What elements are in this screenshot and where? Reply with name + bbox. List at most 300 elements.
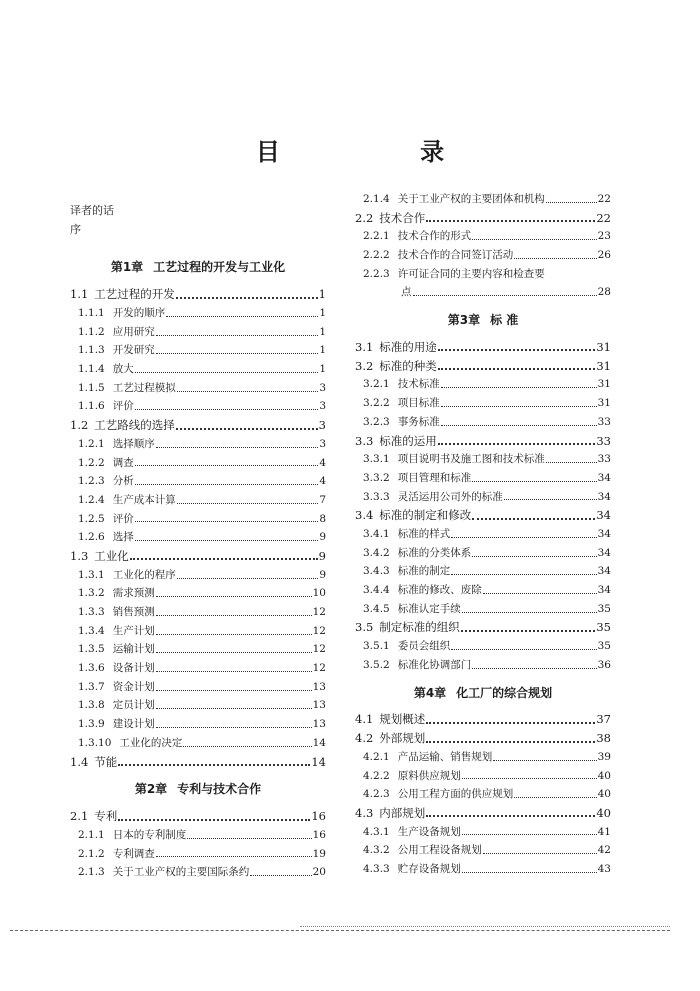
- entry-number: 1.3.4: [78, 624, 105, 637]
- entry-page: 34: [597, 527, 611, 540]
- entry-title: 外部规划: [379, 731, 426, 746]
- toc-subsection[interactable]: [70, 510, 326, 529]
- entry-number: 1.2.6: [78, 531, 105, 544]
- dot-leader: [472, 668, 596, 669]
- dot-leader: [451, 649, 596, 650]
- entry-page: 1: [319, 363, 326, 376]
- entry-page: 35: [597, 602, 611, 615]
- entry-page: 34: [597, 584, 611, 597]
- entry-page: 9: [318, 548, 326, 563]
- toc-subsection[interactable]: [70, 304, 326, 323]
- entry-page: 34: [597, 471, 611, 484]
- dot-leader: [156, 652, 312, 653]
- entry-title: 公用工程方面的供应规划: [397, 788, 514, 801]
- scan-edge-dots: [300, 926, 670, 927]
- toc-subsection[interactable]: [355, 265, 611, 284]
- toc-subsection[interactable]: [355, 525, 611, 544]
- entry-title: 应用研究: [112, 325, 155, 338]
- entry-page: 13: [312, 680, 326, 693]
- entry-number: 3.4.5: [363, 602, 390, 615]
- entry-title: 贮存设备规划: [397, 862, 461, 875]
- toc-subsection[interactable]: [70, 715, 326, 734]
- entry-number: 1.1.6: [78, 400, 105, 413]
- entry-number: 2.1.4: [363, 192, 390, 205]
- entry-title: 内部规划: [379, 805, 426, 820]
- dot-leader: [135, 484, 319, 485]
- entry-page: 23: [597, 230, 611, 243]
- toc-section[interactable]: [355, 506, 611, 525]
- toc-section[interactable]: [355, 338, 611, 357]
- entry-number: 3.5: [355, 620, 374, 635]
- entry-page: 1: [319, 307, 326, 320]
- toc-subsection[interactable]: [355, 581, 611, 600]
- dot-leader: [156, 335, 319, 336]
- entry-number: 1.2.4: [78, 493, 105, 506]
- entry-number: 1.4: [70, 754, 89, 769]
- dot-leader: [493, 760, 596, 761]
- entry-page: 13: [312, 699, 326, 712]
- dot-leader: [426, 722, 595, 724]
- entry-title: 公用工程设备规划: [397, 844, 482, 857]
- toc-subsection[interactable]: [70, 640, 326, 659]
- toc-subsection[interactable]: [355, 823, 611, 842]
- entry-number: 1.3.9: [78, 718, 105, 731]
- entry-number: 3.4.4: [363, 584, 390, 597]
- dot-leader: [483, 853, 597, 854]
- entry-page: 40: [597, 769, 611, 782]
- entry-number: 4.2.2: [363, 769, 390, 782]
- entry-page: 1: [319, 325, 326, 338]
- toc-section[interactable]: [355, 618, 611, 637]
- entry-title: 标准的制定和修改: [379, 508, 472, 523]
- toc-right-entries: [355, 190, 611, 879]
- entry-number: 1.2: [70, 418, 89, 433]
- chapter-title: 专利与技术合作: [177, 782, 262, 797]
- dot-leader: [130, 558, 318, 560]
- dot-leader: [156, 690, 312, 691]
- entry-title: 制定标准的组织: [379, 620, 460, 635]
- entry-page: 35: [597, 640, 611, 653]
- dot-leader: [451, 574, 596, 575]
- toc-section[interactable]: [355, 432, 611, 451]
- entry-title: 设备计划: [112, 662, 155, 675]
- entry-page: 1: [319, 344, 326, 357]
- toc-section[interactable]: [355, 209, 611, 228]
- toc-subsection[interactable]: [70, 584, 326, 603]
- toc-subsection[interactable]: [70, 678, 326, 697]
- entry-title: 标准的运用: [379, 433, 437, 448]
- entry-number: 4.3: [355, 805, 374, 820]
- entry-title: 销售预测: [112, 606, 155, 619]
- entry-title: 放大: [112, 363, 134, 376]
- entry-page: 33: [597, 453, 611, 466]
- toc-section[interactable]: [70, 753, 326, 772]
- entry-page: 4: [319, 456, 326, 469]
- entry-number: 4.3.3: [363, 862, 390, 875]
- dot-leader: [546, 202, 597, 203]
- entry-number: 1.3.2: [78, 587, 105, 600]
- entry-page: 39: [597, 750, 611, 763]
- toc-subsection[interactable]: [355, 767, 611, 786]
- entry-title: 调查: [112, 456, 134, 469]
- entry-page: 7: [319, 493, 326, 506]
- entry-title: 规划概述: [379, 712, 426, 727]
- dot-leader: [135, 409, 319, 410]
- toc-subsection[interactable]: [70, 734, 326, 753]
- dot-leader: [176, 428, 318, 430]
- toc-subsection[interactable]: [70, 323, 326, 342]
- entry-number: 1.3.3: [78, 606, 105, 619]
- toc-subsection[interactable]: [355, 785, 611, 804]
- toc-subsection[interactable]: [70, 379, 326, 398]
- entry-number: 2.2.1: [363, 230, 390, 243]
- dot-leader: [156, 615, 312, 616]
- entry-page: 34: [597, 490, 611, 503]
- dot-leader: [462, 834, 597, 835]
- dot-leader: [177, 503, 319, 504]
- entry-number: 1.3.7: [78, 680, 105, 693]
- toc-entry-continuation[interactable]: [355, 283, 611, 302]
- front-matter-translator-note[interactable]: 译者的话: [70, 204, 114, 217]
- entry-page: 12: [312, 606, 326, 619]
- entry-page: 22: [597, 192, 611, 205]
- entry-page: 28: [597, 286, 611, 299]
- dot-leader: [166, 316, 318, 317]
- entry-number: 3.2: [355, 358, 374, 373]
- entry-title: 技术合作: [379, 210, 426, 225]
- entry-title: 项目管理和标准: [397, 471, 472, 484]
- dot-leader: [441, 406, 597, 407]
- toc-section[interactable]: [70, 416, 326, 435]
- toc-subsection[interactable]: [70, 566, 326, 585]
- entry-page: 4: [319, 475, 326, 488]
- toc-section[interactable]: [355, 711, 611, 730]
- entry-title: 技术合作的合同签订活动: [397, 249, 514, 262]
- entry-page: 31: [597, 397, 611, 410]
- toc-subsection[interactable]: [70, 659, 326, 678]
- entry-title: 需求预测: [112, 587, 155, 600]
- entry-number: 3.2.2: [363, 397, 390, 410]
- entry-page: 9: [319, 531, 326, 544]
- entry-number: 4.2: [355, 731, 374, 746]
- toc-subsection[interactable]: [355, 600, 611, 619]
- entry-title: 评价: [112, 400, 134, 413]
- entry-title: 生产计划: [112, 624, 155, 637]
- entry-number: 2.1.1: [78, 828, 105, 841]
- toc-subsection[interactable]: [355, 190, 611, 209]
- entry-number: 1.1.1: [78, 307, 105, 320]
- toc-subsection[interactable]: [355, 860, 611, 879]
- entry-title: 建设计划: [112, 718, 155, 731]
- entry-page: 31: [597, 378, 611, 391]
- chapter-heading[interactable]: [355, 675, 611, 711]
- entry-page: 38: [596, 731, 611, 746]
- dot-leader: [441, 425, 597, 426]
- dot-leader: [426, 815, 595, 817]
- entry-page: 34: [596, 508, 611, 523]
- dot-leader: [438, 443, 596, 445]
- entry-page: 3: [319, 437, 326, 450]
- entry-number: 3.4.1: [363, 527, 390, 540]
- entry-number: 3.2.1: [363, 378, 390, 391]
- toc-subsection[interactable]: [70, 360, 326, 379]
- entry-page: 41: [597, 825, 611, 838]
- chapter-number: 第3章: [447, 313, 481, 328]
- toc-section[interactable]: [355, 729, 611, 748]
- entry-title: 点: [401, 286, 412, 299]
- scan-edge-line: [10, 930, 670, 931]
- entry-number: 2.2.3: [363, 267, 390, 280]
- entry-title: 项目说明书及施工图和技术标准: [397, 453, 545, 466]
- entry-title: 定员计划: [112, 699, 155, 712]
- toc-subsection[interactable]: [70, 472, 326, 491]
- dot-leader: [135, 521, 319, 522]
- entry-page: 34: [597, 565, 611, 578]
- entry-page: 26: [597, 249, 611, 262]
- entry-page: 34: [597, 546, 611, 559]
- dot-leader: [461, 630, 596, 632]
- entry-number: 1.3.6: [78, 662, 105, 675]
- toc-section[interactable]: [70, 285, 326, 304]
- entry-title: 开发的顺序: [112, 307, 166, 320]
- entry-title: 评价: [112, 512, 134, 525]
- entry-page: 3: [318, 418, 326, 433]
- entry-number: 1.3: [70, 548, 89, 563]
- entry-number: 2.2: [355, 210, 374, 225]
- toc-left-entries: [70, 249, 326, 882]
- toc-section[interactable]: [70, 807, 326, 826]
- toc-subsection[interactable]: [70, 863, 326, 882]
- dot-leader: [483, 593, 597, 594]
- dot-leader: [504, 499, 597, 500]
- toc-subsection[interactable]: [355, 562, 611, 581]
- dot-leader: [135, 465, 319, 466]
- entry-title: 许可证合同的主要内容和检查要: [397, 267, 545, 280]
- entry-number: 1.1.4: [78, 363, 105, 376]
- entry-title: 运输计划: [112, 643, 155, 656]
- toc-subsection[interactable]: [355, 488, 611, 507]
- entry-title: 工业化的决定: [119, 736, 183, 749]
- toc-section[interactable]: [70, 547, 326, 566]
- entry-page: 42: [597, 844, 611, 857]
- entry-page: 33: [596, 433, 611, 448]
- entry-number: 4.2.1: [363, 750, 390, 763]
- entry-title: 项目标准: [397, 397, 440, 410]
- chapter-number: 第4章: [413, 685, 447, 700]
- dot-leader: [118, 819, 310, 821]
- dot-leader: [135, 540, 319, 541]
- entry-page: 12: [312, 643, 326, 656]
- entry-page: 9: [319, 568, 326, 581]
- toc-subsection[interactable]: [355, 376, 611, 395]
- dot-leader: [451, 537, 596, 538]
- entry-page: 14: [312, 736, 326, 749]
- entry-title: 日本的专利制度: [112, 828, 187, 841]
- entry-number: 2.1.3: [78, 866, 105, 879]
- toc-subsection[interactable]: [355, 656, 611, 675]
- entry-title: 标准的样式: [397, 527, 451, 540]
- dot-leader: [438, 349, 596, 351]
- entry-title: 生产成本计算: [112, 493, 176, 506]
- entry-page: 43: [597, 862, 611, 875]
- dot-leader: [514, 258, 596, 259]
- dot-leader: [177, 578, 319, 579]
- entry-title: 节能: [94, 754, 118, 769]
- entry-title: 专利: [94, 809, 118, 824]
- toc-right-column: [355, 190, 611, 879]
- dot-leader: [183, 746, 311, 747]
- entry-title: 工艺过程模拟: [112, 381, 176, 394]
- dot-leader: [176, 297, 318, 299]
- dot-leader: [441, 387, 597, 388]
- dot-leader: [462, 872, 597, 873]
- entry-title: 生产设备规划: [397, 825, 461, 838]
- toc-subsection[interactable]: [355, 469, 611, 488]
- dot-leader: [250, 875, 311, 876]
- toc-subsection[interactable]: [70, 826, 326, 845]
- entry-number: 3.5.1: [363, 640, 390, 653]
- chapter-title: 工艺过程的开发与工业化: [153, 260, 286, 275]
- dot-leader: [462, 612, 597, 613]
- dot-leader: [426, 741, 595, 743]
- entry-number: 1.3.1: [78, 568, 105, 581]
- entry-number: 3.3.1: [363, 453, 390, 466]
- toc-subsection[interactable]: [70, 622, 326, 641]
- entry-title: 产品运输、销售规划: [397, 750, 493, 763]
- entry-number: 3.3.3: [363, 490, 390, 503]
- entry-title: 关于工业产权的主要团体和机构: [397, 192, 545, 205]
- entry-number: 3.1: [355, 340, 374, 355]
- toc-subsection[interactable]: [70, 341, 326, 360]
- toc-left-column: [70, 202, 326, 882]
- entry-number: 3.3: [355, 433, 374, 448]
- entry-number: 1.1: [70, 287, 89, 302]
- toc-subsection[interactable]: [355, 450, 611, 469]
- entry-number: 1.2.5: [78, 512, 105, 525]
- entry-title: 灵活运用公司外的标准: [397, 490, 503, 503]
- entry-number: 1.2.3: [78, 475, 105, 488]
- entry-page: 14: [311, 754, 326, 769]
- dot-leader: [413, 295, 597, 296]
- entry-page: 36: [597, 658, 611, 671]
- entry-title: 开发研究: [112, 344, 155, 357]
- entry-number: 3.4: [355, 508, 374, 523]
- entry-title: 标准化协调部门: [397, 658, 472, 671]
- entry-page: 33: [597, 415, 611, 428]
- entry-page: 16: [311, 809, 326, 824]
- toc-subsection[interactable]: [355, 394, 611, 413]
- entry-number: 4.3.2: [363, 844, 390, 857]
- entry-number: 1.1.3: [78, 344, 105, 357]
- toc-subsection[interactable]: [355, 227, 611, 246]
- chapter-heading[interactable]: [70, 771, 326, 807]
- toc-subsection[interactable]: [70, 845, 326, 864]
- toc-subsection[interactable]: [70, 491, 326, 510]
- entry-title: 事务标准: [397, 415, 440, 428]
- entry-page: 37: [596, 712, 611, 727]
- dot-leader: [118, 764, 310, 766]
- toc-subsection[interactable]: [355, 413, 611, 432]
- dot-leader: [156, 671, 312, 672]
- entry-number: 3.5.2: [363, 658, 390, 671]
- entry-title: 标准的制定: [397, 565, 451, 578]
- toc-subsection[interactable]: [70, 398, 326, 417]
- entry-page: 3: [319, 400, 326, 413]
- entry-page: 19: [312, 847, 326, 860]
- toc-subsection[interactable]: [355, 748, 611, 767]
- dot-leader: [472, 481, 596, 482]
- entry-page: 16: [312, 828, 326, 841]
- entry-title: 资金计划: [112, 680, 155, 693]
- chapter-heading[interactable]: [70, 249, 326, 285]
- dot-leader: [438, 368, 596, 370]
- dot-leader: [156, 353, 319, 354]
- dot-leader: [472, 556, 596, 557]
- entry-number: 3.2.3: [363, 415, 390, 428]
- entry-number: 3.4.3: [363, 565, 390, 578]
- entry-number: 2.1.2: [78, 847, 105, 860]
- toc-subsection[interactable]: [70, 435, 326, 454]
- toc-subsection[interactable]: [70, 603, 326, 622]
- toc-subsection[interactable]: [70, 528, 326, 547]
- dot-leader: [156, 727, 312, 728]
- entry-number: 1.3.5: [78, 643, 105, 656]
- front-matter-preface[interactable]: 序: [70, 222, 81, 236]
- entry-title: 工业化: [94, 548, 129, 563]
- entry-number: 2.1: [70, 809, 89, 824]
- entry-page: 8: [319, 512, 326, 525]
- chapter-number: 第2章: [134, 782, 168, 797]
- dot-leader: [135, 372, 319, 373]
- page-title: 目 录: [255, 138, 511, 166]
- entry-title: 原料供应规划: [397, 769, 461, 782]
- entry-page: 12: [312, 624, 326, 637]
- entry-page: 31: [596, 358, 611, 373]
- dot-leader: [187, 838, 311, 839]
- entry-number: 1.2.1: [78, 437, 105, 450]
- dot-leader: [546, 462, 597, 463]
- toc-subsection[interactable]: [355, 841, 611, 860]
- toc-subsection[interactable]: [355, 246, 611, 265]
- toc-section[interactable]: [355, 804, 611, 823]
- dot-leader: [514, 797, 596, 798]
- entry-page: 35: [596, 620, 611, 635]
- entry-title: 专利调查: [112, 847, 155, 860]
- toc-section[interactable]: [355, 357, 611, 376]
- entry-title: 标准的分类体系: [397, 546, 472, 559]
- entry-title: 委员会组织: [397, 640, 451, 653]
- entry-title: 标准认定手续: [397, 602, 461, 615]
- chapter-heading[interactable]: [355, 302, 611, 338]
- dot-leader: [156, 708, 312, 709]
- entry-page: 3: [319, 381, 326, 394]
- entry-number: 1.2.2: [78, 456, 105, 469]
- toc-subsection[interactable]: [70, 454, 326, 473]
- entry-number: 4.3.1: [363, 825, 390, 838]
- toc-subsection[interactable]: [355, 637, 611, 656]
- dot-leader: [156, 634, 312, 635]
- toc-subsection[interactable]: [355, 544, 611, 563]
- entry-number: 2.2.2: [363, 249, 390, 262]
- entry-number: 3.3.2: [363, 471, 390, 484]
- entry-title: 标准的用途: [379, 340, 437, 355]
- entry-title: 工业化的程序: [112, 568, 176, 581]
- entry-number: 1.3.8: [78, 699, 105, 712]
- entry-title: 标准的修改、废除: [397, 584, 482, 597]
- toc-subsection[interactable]: [70, 697, 326, 716]
- entry-number: 4.2.3: [363, 788, 390, 801]
- chapter-title: 标 准: [490, 313, 519, 328]
